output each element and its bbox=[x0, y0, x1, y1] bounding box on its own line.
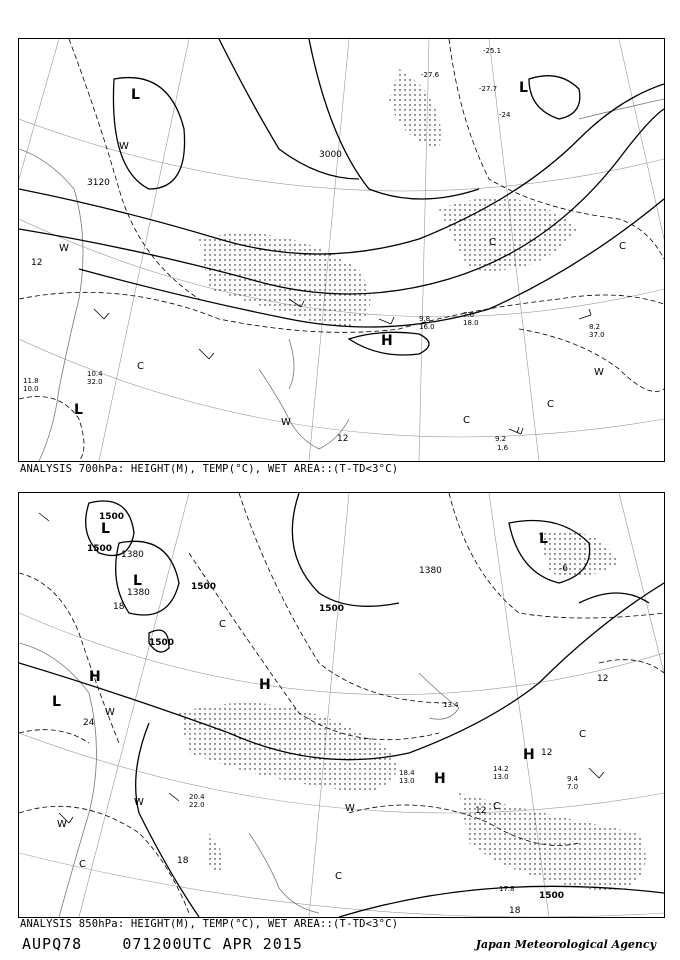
station-value: 13.0 bbox=[399, 777, 415, 785]
chart-identifier bbox=[22, 935, 303, 953]
pressure-system-label: L bbox=[52, 694, 61, 710]
contour-label: 1500 bbox=[99, 512, 125, 522]
station-value: -27.7 bbox=[479, 85, 498, 93]
valid-time: 071200UTC APR 2015 bbox=[122, 935, 303, 953]
pressure-system-label: H bbox=[434, 771, 446, 787]
pressure-system-label: C bbox=[335, 871, 342, 882]
contour-label: 12 bbox=[597, 674, 609, 684]
station-value: 11.8 bbox=[23, 377, 39, 385]
isotherms bbox=[19, 39, 664, 461]
pressure-system-label: L bbox=[519, 80, 528, 96]
contour-label: 1500 bbox=[149, 638, 175, 648]
contour-label: 1380 bbox=[419, 566, 442, 576]
station-value: 14.2 bbox=[493, 765, 509, 773]
pressure-system-label: W bbox=[59, 243, 69, 254]
pressure-system-label: W bbox=[281, 417, 291, 428]
station-value: 7.0 bbox=[567, 783, 579, 791]
pressure-system-label: C bbox=[137, 361, 144, 372]
contour-label: 24 bbox=[83, 718, 95, 728]
map-850hpa-canvas bbox=[19, 493, 664, 917]
station-value: 1.6 bbox=[497, 444, 509, 452]
station-value: 18.0 bbox=[463, 319, 479, 327]
pressure-system-label: C bbox=[619, 241, 626, 252]
pressure-system-label: L bbox=[539, 531, 548, 547]
station-value: 7.6 bbox=[463, 311, 475, 319]
pressure-system-label: L bbox=[131, 87, 140, 103]
pressure-system-label: C bbox=[79, 859, 86, 870]
pressure-system-label: L bbox=[74, 402, 83, 418]
station-value: -27.6 bbox=[421, 71, 440, 79]
contour-label: 1500 bbox=[319, 604, 345, 614]
station-value: 32.0 bbox=[87, 378, 103, 386]
pressure-system-label: H bbox=[89, 669, 101, 685]
station-value: 16.0 bbox=[419, 323, 435, 331]
contour-label: 1380 bbox=[127, 588, 150, 598]
contour-label: 1500 bbox=[87, 544, 113, 554]
contour-label: -6 bbox=[559, 564, 568, 574]
contour-label: 1500 bbox=[539, 891, 565, 901]
pressure-system-label: C bbox=[463, 415, 470, 426]
pressure-system-label: C bbox=[493, 801, 500, 812]
chart-id: AUPQ78 bbox=[22, 935, 83, 953]
station-value: 17.8 bbox=[499, 885, 515, 893]
pressure-system-label: W bbox=[345, 803, 355, 814]
station-value: 37.0 bbox=[589, 331, 605, 339]
station-value: 22.0 bbox=[189, 801, 205, 809]
station-value: 13.0 bbox=[493, 773, 509, 781]
pressure-system-label: W bbox=[105, 707, 115, 718]
pressure-system-label: W bbox=[594, 367, 604, 378]
pressure-system-label: H bbox=[523, 747, 535, 763]
panel-caption-700hpa: ANALYSIS 700hPa: HEIGHT(M), TEMP(°C), WET AREA::(T-TD<3°C) bbox=[20, 463, 399, 475]
map-700hpa-canvas bbox=[19, 39, 664, 461]
pressure-system-label: C bbox=[489, 237, 496, 248]
pressure-system-label: L bbox=[133, 573, 142, 589]
panel-caption-850hpa: ANALYSIS 850hPa: HEIGHT(M), TEMP(°C), WET AREA::(T-TD<3°C) bbox=[20, 918, 399, 930]
graticule bbox=[19, 39, 664, 461]
pressure-system-label: H bbox=[381, 333, 393, 349]
contour-label: 3000 bbox=[319, 150, 342, 160]
station-value: 8.2 bbox=[589, 323, 601, 331]
station-value: 10.4 bbox=[87, 370, 103, 378]
pressure-system-label: C bbox=[579, 729, 586, 740]
contour-label: 3120 bbox=[87, 178, 110, 188]
station-value: 10.0 bbox=[23, 385, 39, 393]
wet-area-stipple bbox=[179, 531, 646, 893]
contour-label: 12 bbox=[541, 748, 553, 758]
station-value: 9.8 bbox=[419, 315, 431, 323]
contour-label: 18 bbox=[509, 906, 521, 916]
station-value: -24 bbox=[499, 111, 511, 119]
pressure-system-label: W bbox=[119, 141, 129, 152]
station-value: -25.1 bbox=[483, 47, 502, 55]
pressure-system-label: C bbox=[547, 399, 554, 410]
pressure-system-label: W bbox=[57, 819, 67, 830]
station-value: 9.4 bbox=[567, 775, 579, 783]
pressure-system-label: W bbox=[134, 797, 144, 808]
contour-label: 12 bbox=[337, 434, 349, 444]
pressure-system-label: L bbox=[101, 521, 110, 537]
contour-label: 18 bbox=[113, 602, 125, 612]
contour-label: 12 bbox=[31, 258, 43, 268]
station-value: 13.4 bbox=[443, 701, 459, 709]
station-value: 9.2 bbox=[495, 435, 507, 443]
contour-label: 18 bbox=[177, 856, 189, 866]
pressure-system-label: H bbox=[259, 677, 271, 693]
station-value: 18.4 bbox=[399, 769, 415, 777]
contour-label: 12 bbox=[475, 806, 487, 816]
contour-label: 1500 bbox=[191, 582, 217, 592]
contour-label: 1380 bbox=[121, 550, 144, 560]
analysis-700hpa-map bbox=[18, 38, 665, 462]
pressure-system-label: C bbox=[219, 619, 226, 630]
analysis-850hpa-map bbox=[18, 492, 665, 918]
agency-name: Japan Meteorological Agency bbox=[475, 938, 656, 951]
station-value: 20.4 bbox=[189, 793, 205, 801]
